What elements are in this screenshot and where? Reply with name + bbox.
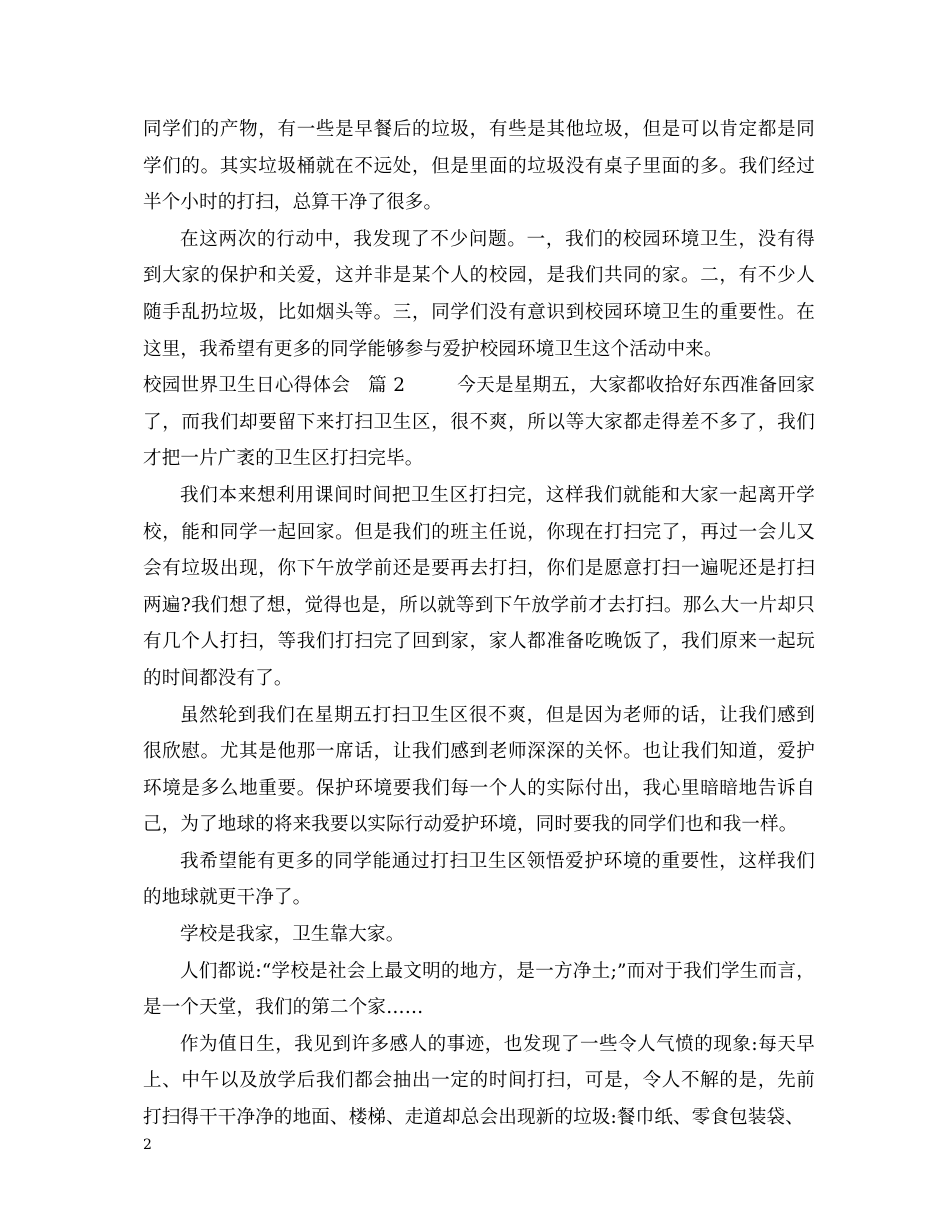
paragraph-4: 虽然轮到我们在星期五打扫卫生区很不爽，但是因为老师的话，让我们感到很欣慰。尤其是他那一席话，让我们感到老师深深的关怀。也让我们知道，爱护环境是多么地重要。保护环境要我们每一个人的实际付出，我心里暗暗地告诉自己，为了地球的将来我要以实际行动爱护环境，同时要我的同学们也和我一样。 [143,704,815,836]
paragraph-1: 同学们的产物，有一些是早餐后的垃圾，有些是其他垃圾，但是可以肯定都是同学们的。其实垃圾桶就在不远处，但是里面的垃圾没有桌子里面的多。我们经过半个小时的打扫，总算干净了很多。 [143,119,815,214]
document-body [143,112,815,1137]
paragraph-7: 人们都说:“学校是社会上最文明的地方，是一方净土;”而对于我们学生而言，是一个天堂，我们的第二个家…… [143,960,815,1019]
page-number: 2 [143,1137,152,1153]
section-part-number: 篇 2 [368,375,406,397]
paragraph-5: 我希望能有更多的同学能通过打扫卫生区领悟爱护环境的重要性，这样我们的地球就更干净了。 [143,850,815,909]
paragraph-8: 作为值日生，我见到许多感人的事迹，也发现了一些令人气愤的现象:每天早上、中午以及放学后我们都会抽出一定的时间打扫，可是，令人不解的是，先前打扫得干干净净的地面、楼梯、走道却总会出现新的垃圾:餐巾纸、零食包装袋、 [143,1033,815,1129]
paragraph-2: 在这两次的行动中，我发现了不少问题。一，我们的校园环境卫生，没有得到大家的保护和关爱，这并非是某个人的校园，是我们共同的家。二，有不少人随手乱扔垃圾，比如烟头等。三，同学们没有意识到校园环境卫生的重要性。在这里，我希望有更多的同学能够参与爱护校园环境卫生这个活动中来。 [143,228,815,360]
paragraph-6: 学校是我家，卫生靠大家。 [180,924,405,946]
section-title: 校园世界卫生日心得体会 [143,375,351,397]
section-heading-paragraph [143,368,815,478]
section-first-text: 今天是星期五，大家都收拾好东西准备回家了，而我们却要留下来打扫卫生区，很不爽，所以等大家都走得差不多了，我们才把一片广袤的卫生区打扫完毕。 [143,375,815,470]
paragraph-3: 我们本来想利用课间时间把卫生区打扫完，这样我们就能和大家一起离开学校，能和同学一起回家。但是我们的班主任说，你现在打扫完了，再过一会儿又会有垃圾出现，你下午放学前还是要再去打扫，你们是愿意打扫一遍呢还是打扫两遍?我们想了想，觉得也是，所以就等到下午放学前才去打扫。那么大一片却只有几个人打扫，等我们打扫完了回到家，家人都准备吃晚饭了，我们原来一起玩的时间都没有了。 [143,484,815,689]
